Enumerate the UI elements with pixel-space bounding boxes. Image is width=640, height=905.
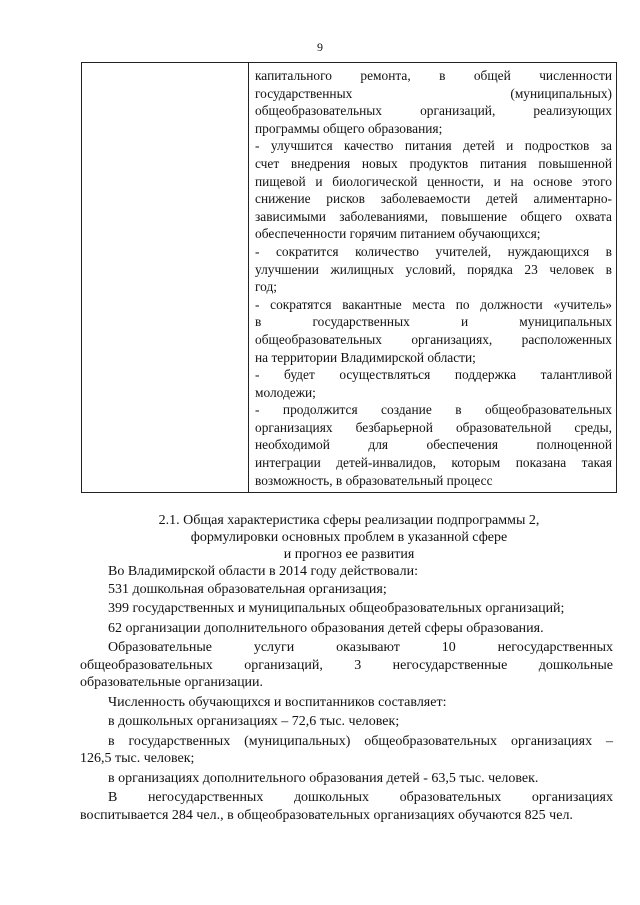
table-left-cell — [82, 63, 249, 492]
page-number: 9 — [317, 40, 323, 54]
section-heading — [81, 512, 617, 563]
table-text-line: общеобразовательных организациях, расположенных — [255, 331, 612, 347]
table-right-cell — [255, 67, 612, 489]
table-text-line: интеграции детей-инвалидов, которым показана такая — [255, 455, 612, 471]
table-text-line: в государственных и муниципальных — [255, 314, 612, 330]
table-text-line: счет внедрения новых продуктов питания повышенной — [255, 155, 612, 171]
table — [81, 62, 617, 493]
table-text-line: - продолжится создание в общеобразовательных — [255, 402, 612, 418]
paragraph-line: в дошкольных организациях – 72,6 тыс. человек; — [108, 714, 400, 729]
paragraph-line: 531 дошкольная образовательная организация; — [108, 581, 387, 597]
table-text-line: обеспеченности горячим питанием обучающихся; — [255, 226, 541, 242]
table-text-line: - будет осуществляться поддержка талантливой — [255, 367, 612, 383]
table-text-line: улучшении жилищных условий, порядка 23 человек в — [255, 261, 612, 277]
section-heading-line: и прогноз ее развития — [283, 547, 415, 562]
table-text-line: государственных (муниципальных) — [255, 85, 612, 101]
section-heading-line: формулировки основных проблем в указанной сфере — [190, 530, 508, 545]
paragraph-line: Во Владимирской области в 2014 году действовали: — [108, 564, 418, 579]
table-text-line: - улучшится качество питания детей и подростков за — [255, 138, 612, 154]
paragraph-line: образовательные организации. — [80, 675, 264, 690]
paragraph-line: 126,5 тыс. человек; — [80, 751, 195, 766]
table-text-line: пищевой и биологической ценности, и на основе этого — [255, 173, 612, 189]
paragraph-line: Образовательные услуги оказывают 10 негосударственных — [108, 640, 613, 655]
table-text-line: молодежи; — [255, 384, 316, 400]
table-text-line: программы общего образования; — [255, 120, 443, 136]
paragraph-line: В негосударственных дошкольных образовательных организациях — [108, 790, 613, 805]
table-text-line: капитального ремонта, в общей численности — [255, 68, 612, 83]
section-body — [80, 563, 613, 824]
table-text-line: организациях безбарьерной образовательной среды, — [255, 419, 612, 435]
paragraph-line: воспитывается 284 чел., в общеобразовательных организациях обучаются 825 чел. — [80, 807, 573, 823]
paragraph-line: 399 государственных и муниципальных общеобразовательных организаций; — [108, 601, 565, 616]
paragraph-line: в организациях дополнительного образования детей - 63,5 тыс. человек. — [108, 770, 539, 786]
table-text-line: зависимыми заболеваниями, повышение общего охвата — [255, 208, 612, 224]
table-text-line: - сократится количество учителей, нуждающихся в — [255, 243, 612, 259]
paragraph-line: Численность обучающихся и воспитанников составляет: — [108, 694, 447, 710]
section-heading-line: 2.1. Общая характеристика сферы реализации подпрограммы 2, — [158, 513, 540, 528]
table-text-line: год; — [255, 279, 278, 295]
table-text-line: возможность, в образовательный процесс — [255, 472, 493, 488]
table-text-line: снижение рисков заболеваемости детей алиментарно- — [255, 191, 612, 207]
table-text-line: общеобразовательных организаций, реализующих — [255, 103, 612, 119]
table-text-line: необходимой для обеспечения полноценной — [255, 437, 612, 453]
paragraph-line: в государственных (муниципальных) общеобразовательных организациях – — [108, 733, 613, 749]
paragraph-line: общеобразовательных организаций, 3 негосударственные дошкольные — [80, 657, 613, 673]
table-text-line: - сократятся вакантные места по должности «учитель» — [255, 296, 612, 312]
table-text-line: на территории Владимирской области; — [255, 349, 476, 365]
paragraph-line: 62 организации дополнительного образования детей сферы образования. — [108, 620, 544, 636]
